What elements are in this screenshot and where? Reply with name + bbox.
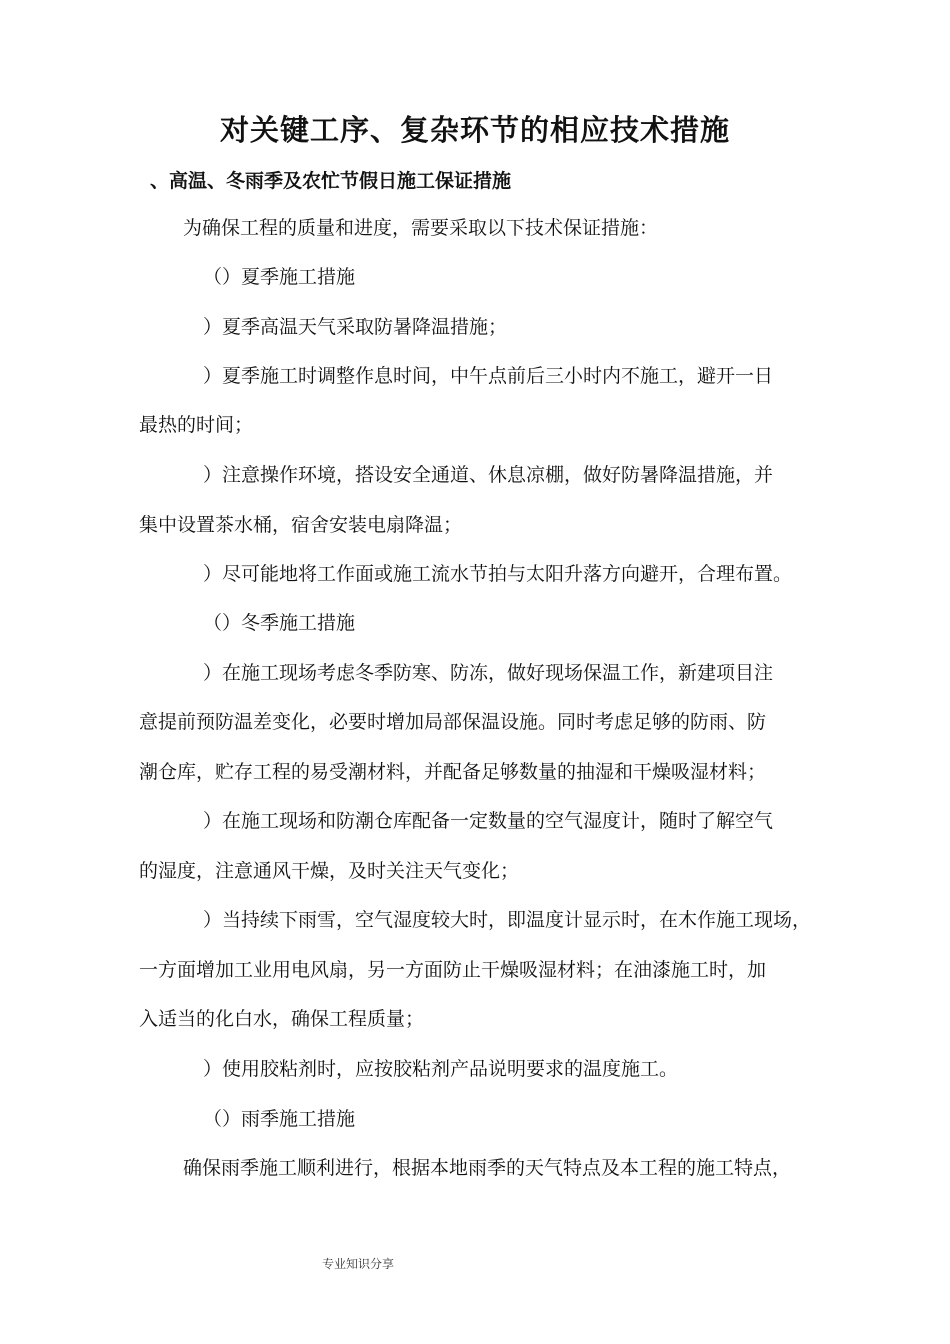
subsection-winter: （）冬季施工措施 bbox=[203, 612, 356, 634]
paragraph-line: 一方面增加工业用电风扇，另一方面防止干燥吸湿材料；在油漆施工时，加 bbox=[139, 959, 767, 981]
subsection-summer: （）夏季施工措施 bbox=[203, 266, 356, 288]
paragraph-line: 入适当的化白水，确保工程质量； bbox=[139, 1008, 425, 1030]
section-heading: 、高温、冬雨季及农忙节假日施工保证措施 bbox=[150, 170, 512, 192]
paragraph-line: 意提前预防温差变化，必要时增加局部保温设施。同时考虑足够的防雨、防 bbox=[139, 711, 767, 733]
subsection-rainy: （）雨季施工措施 bbox=[203, 1108, 356, 1130]
paragraph-line: ）当持续下雨雪，空气湿度较大时，即温度计显示时，在木作施工现场， bbox=[203, 909, 812, 931]
paragraph-line: ）夏季施工时调整作息时间，中午点前后三小时内不施工，避开一日 bbox=[203, 365, 774, 387]
paragraph-line: 最热的时间； bbox=[139, 414, 254, 436]
paragraph-line: 确保雨季施工顺利进行，根据本地雨季的天气特点及本工程的施工特点， bbox=[183, 1157, 792, 1179]
paragraph-line: ）使用胶粘剂时，应按胶粘剂产品说明要求的温度施工。 bbox=[203, 1058, 679, 1080]
paragraph-line: 的湿度，注意通风干燥，及时关注天气变化； bbox=[139, 860, 520, 882]
paragraph-line: ）夏季高温天气采取防暑降温措施； bbox=[203, 316, 508, 338]
document-title: 对关键工序、复杂环节的相应技术措施 bbox=[219, 113, 730, 147]
paragraph-line: 潮仓库，贮存工程的易受潮材料，并配备足够数量的抽湿和干燥吸湿材料； bbox=[139, 761, 767, 783]
paragraph-line: 集中设置茶水桶，宿舍安装电扇降温； bbox=[139, 514, 463, 536]
paragraph-line: ）尽可能地将工作面或施工流水节拍与太阳升落方向避开，合理布置。 bbox=[203, 563, 793, 585]
page-footer: 专业知识分享 bbox=[322, 1257, 395, 1271]
paragraph-line: ）在施工现场考虑冬季防寒、防冻，做好现场保温工作，新建项目注 bbox=[203, 662, 774, 684]
paragraph-line: ）注意操作环境，搭设安全通道、休息凉棚，做好防暑降温措施，并 bbox=[203, 464, 774, 486]
paragraph-line: 为确保工程的质量和进度，需要采取以下技术保证措施： bbox=[183, 217, 659, 239]
paragraph-line: ）在施工现场和防潮仓库配备一定数量的空气湿度计，随时了解空气 bbox=[203, 810, 774, 832]
